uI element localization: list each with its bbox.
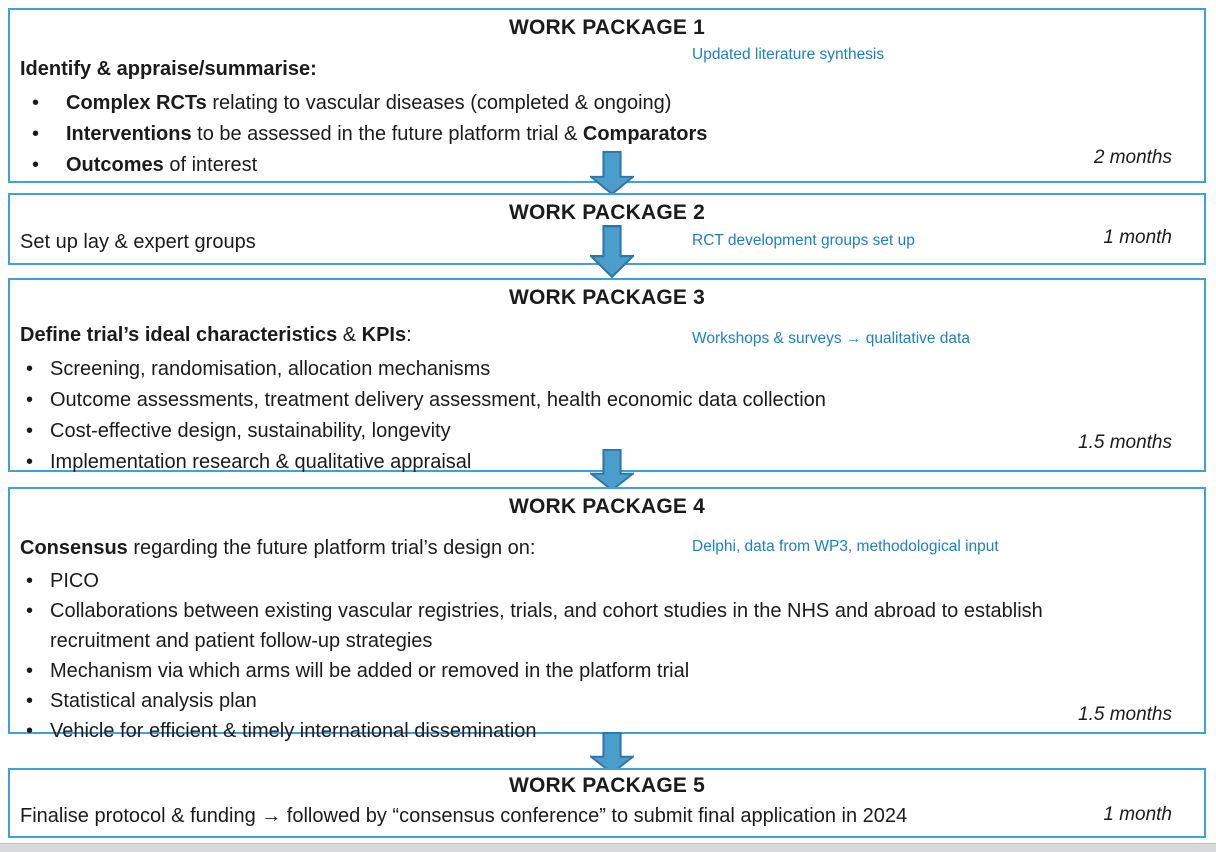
work-package-4-box: [8, 487, 1206, 742]
bullet-item: • PICO: [20, 566, 1190, 596]
work-package-1-title: WORK PACKAGE 1: [508, 16, 706, 39]
bullet-item: • Screening, randomisation, allocation mechanisms: [20, 354, 1190, 385]
down-arrow-icon: [590, 449, 634, 491]
bullet-item: • Vehicle for efficient & timely international dissemination: [20, 716, 1190, 746]
bullet-item: • Outcome assessments, treatment delivery assessment, health economic data collection: [20, 385, 1190, 416]
work-package-2-deliverable-note: RCT development groups set up: [692, 232, 915, 249]
bullet-item: • Collaborations between existing vascular registries, trials, and cohort studies in the NHS and abroad to establish recruitment and patient follow-up strategies: [20, 596, 1190, 656]
work-package-4-duration: 1.5 months: [1078, 704, 1172, 725]
work-package-3-lead-text: Define trial’s ideal characteristics & KPIs:: [20, 324, 412, 346]
bullet-item: • Outcomes of interest: [20, 150, 1190, 181]
bullet-item: • Statistical analysis plan: [20, 686, 1190, 716]
bullet-item: • Implementation research & qualitative appraisal: [20, 447, 1190, 478]
bullet-item: • Cost-effective design, sustainability, longevity: [20, 416, 1190, 447]
work-package-1-duration: 2 months: [1093, 147, 1172, 168]
work-package-2-title: WORK PACKAGE 2: [508, 201, 706, 224]
work-package-2-duration: 1 month: [1103, 227, 1172, 248]
work-package-1-deliverable-note: Updated literature synthesis: [692, 46, 885, 63]
bullet-item: • Mechanism via which arms will be added or removed in the platform trial: [20, 656, 1190, 686]
work-package-3-deliverable-note: Workshops & surveys → qualitative data: [692, 330, 970, 347]
down-arrow-icon: [590, 151, 634, 195]
bullet-item: • Interventions to be assessed in the future platform trial & Comparators: [20, 119, 1190, 150]
work-package-4-lead-text: Consensus regarding the future platform trial’s design on:: [20, 537, 536, 559]
work-package-4-deliverable-note: Delphi, data from WP3, methodological input: [692, 538, 999, 555]
work-package-1-lead-text: Identify & appraise/summarise:: [20, 58, 317, 80]
work-package-5-box: [8, 768, 1206, 838]
work-package-5-title: WORK PACKAGE 5: [508, 774, 706, 797]
work-package-3-box: [8, 278, 1206, 472]
work-package-4-title: WORK PACKAGE 4: [508, 495, 706, 518]
work-package-4-bullet-list: [20, 566, 1190, 746]
work-package-5-lead-text: Finalise protocol & funding → followed by “consensus conference” to submit final application in 2024: [20, 805, 908, 827]
work-package-3-duration: 1.5 months: [1078, 432, 1172, 453]
work-package-3-title: WORK PACKAGE 3: [508, 286, 706, 309]
down-arrow-icon: [590, 225, 634, 278]
bullet-item: • Complex RCTs relating to vascular diseases (completed & ongoing): [20, 88, 1190, 119]
work-package-2-lead-text: Set up lay & expert groups: [20, 231, 256, 253]
work-package-5-duration: 1 month: [1103, 804, 1172, 825]
